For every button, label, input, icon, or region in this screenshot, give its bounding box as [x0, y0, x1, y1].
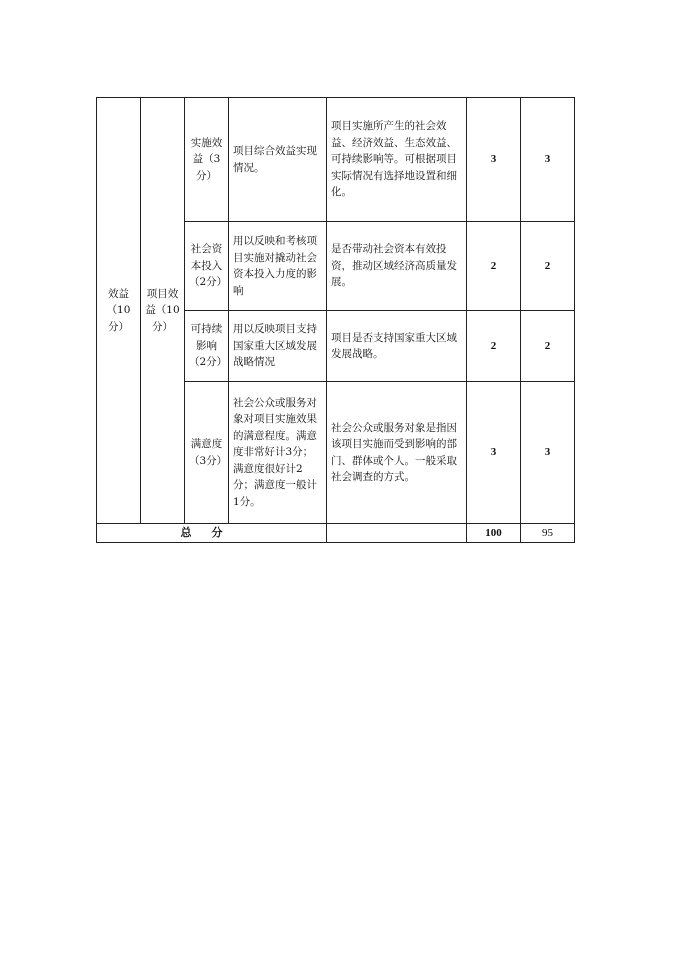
evaluation-table	[96, 97, 575, 543]
indicator-content: 社会公众或服务对象对项目实施效果的满意程度。满意度非常好计3分；满意度很好计2分；满意度一般计1分。	[229, 382, 327, 524]
score-value: 2	[521, 222, 575, 311]
points-value: 3	[467, 382, 521, 524]
points-value: 2	[467, 311, 521, 382]
level1-indicator: 效益（10分）	[97, 98, 141, 524]
scoring-standard: 项目实施所产生的社会效益、经济效益、生态效益、可持续影响等。可根据项目实际情况有选择地设置和细化。	[327, 98, 467, 222]
score-value: 3	[521, 382, 575, 524]
scoring-standard: 是否带动社会资本有效投资，推动区域经济高质量发展。	[327, 222, 467, 311]
total-score: 95	[521, 524, 575, 543]
indicator-content: 项目综合效益实现情况。	[229, 98, 327, 222]
indicator-content: 用以反映和考核项目实施对撬动社会资本投入力度的影响	[229, 222, 327, 311]
indicator-content: 用以反映项目支持国家重大区域发展战略情况	[229, 311, 327, 382]
level2-indicator: 项目效益（10分）	[141, 98, 185, 524]
level3-indicator: 社会资本投入（2分）	[185, 222, 229, 311]
level3-indicator: 实施效益（3分）	[185, 98, 229, 222]
scoring-standard: 项目是否支持国家重大区域发展战略。	[327, 311, 467, 382]
total-row	[97, 524, 575, 543]
total-blank	[327, 524, 467, 543]
score-value: 2	[521, 311, 575, 382]
points-value: 2	[467, 222, 521, 311]
level3-indicator: 可持续影响（2分）	[185, 311, 229, 382]
total-label: 总分	[97, 524, 327, 543]
points-value: 3	[467, 98, 521, 222]
table-row	[97, 98, 575, 222]
score-value: 3	[521, 98, 575, 222]
scoring-standard: 社会公众或服务对象是指因该项目实施而受到影响的部门、群体或个人。一般采取社会调查的方式。	[327, 382, 467, 524]
total-points: 100	[467, 524, 521, 543]
level3-indicator: 满意度（3分）	[185, 382, 229, 524]
